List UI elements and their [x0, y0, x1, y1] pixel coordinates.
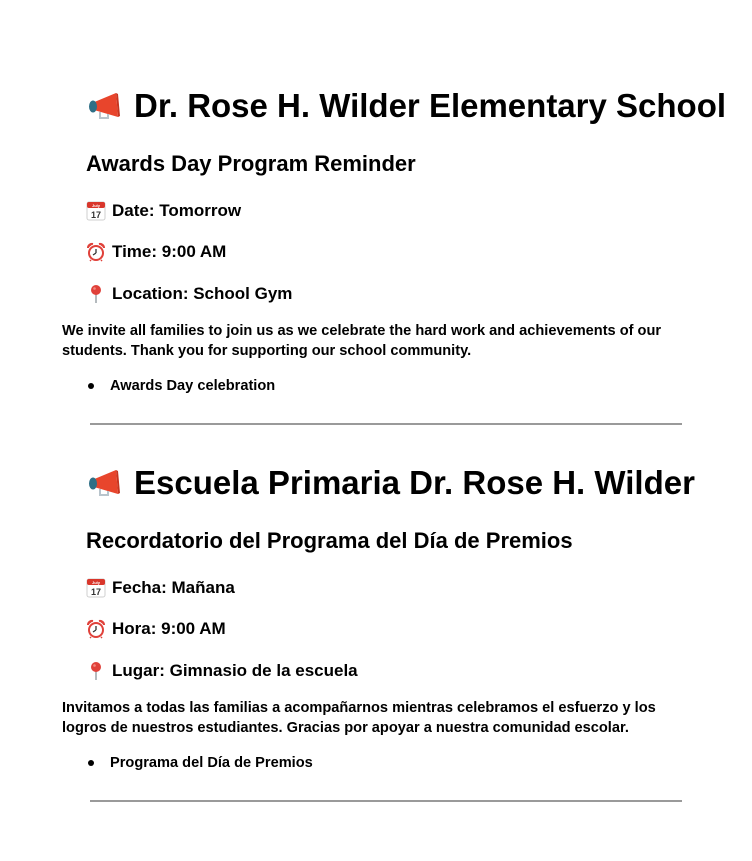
alarm-clock-icon	[86, 619, 106, 639]
list-item-text: Awards Day celebration	[110, 378, 276, 394]
svg-text:17: 17	[90, 210, 102, 220]
date-text: Date: Tomorrow	[112, 201, 242, 220]
pin-icon	[86, 661, 106, 681]
reminder-subtitle-es: Recordatorio del Programa del Día de Premios	[86, 528, 573, 553]
date-line	[86, 200, 241, 222]
school-title-text-es: Escuela Primaria Dr. Rose H. Wilder	[134, 464, 695, 501]
date-line-es	[86, 577, 235, 599]
calendar-icon	[86, 201, 106, 221]
section-divider	[90, 800, 682, 802]
list-item-text: Programa del Día de Premios	[110, 755, 313, 771]
date-text-es: Fecha: Mañana	[112, 578, 235, 597]
svg-text:17: 17	[90, 587, 102, 597]
location-line	[86, 283, 292, 305]
svg-text:July: July	[91, 203, 101, 208]
location-text: Location: School Gym	[112, 284, 293, 303]
invitation-paragraph: We invite all families to join us as we celebrate the hard work and achievements of our students. Thank you for supporting our school community.	[62, 323, 662, 359]
location-text-es: Lugar: Gimnasio de la escuela	[112, 661, 358, 680]
section-divider	[90, 423, 682, 425]
svg-text:July: July	[91, 580, 101, 585]
school-title-text: Dr. Rose H. Wilder Elementary School	[134, 87, 727, 124]
invitation-paragraph-es: Invitamos a todas las familias a acompañarnos mientras celebramos el esfuerzo y los logros de nuestros estudiantes. Gracias por apoyar a nuestra comunidad escolar.	[62, 700, 656, 736]
highlights-list-es	[0, 753, 313, 773]
list-item	[0, 753, 313, 773]
bullet-icon	[88, 383, 94, 389]
location-line-es	[86, 660, 358, 682]
list-item	[0, 376, 275, 396]
school-title-es	[86, 463, 695, 503]
megaphone-icon	[86, 90, 124, 122]
alarm-clock-icon	[86, 242, 106, 262]
time-line-es	[86, 618, 226, 640]
school-title	[86, 86, 726, 126]
calendar-icon	[86, 578, 106, 598]
time-text-es: Hora: 9:00 AM	[112, 619, 226, 638]
megaphone-icon	[86, 467, 124, 499]
time-line	[86, 241, 226, 263]
highlights-list	[0, 376, 275, 396]
pin-icon	[86, 284, 106, 304]
reminder-subtitle: Awards Day Program Reminder	[86, 151, 416, 176]
bullet-icon	[88, 760, 94, 766]
time-text: Time: 9:00 AM	[112, 242, 227, 261]
